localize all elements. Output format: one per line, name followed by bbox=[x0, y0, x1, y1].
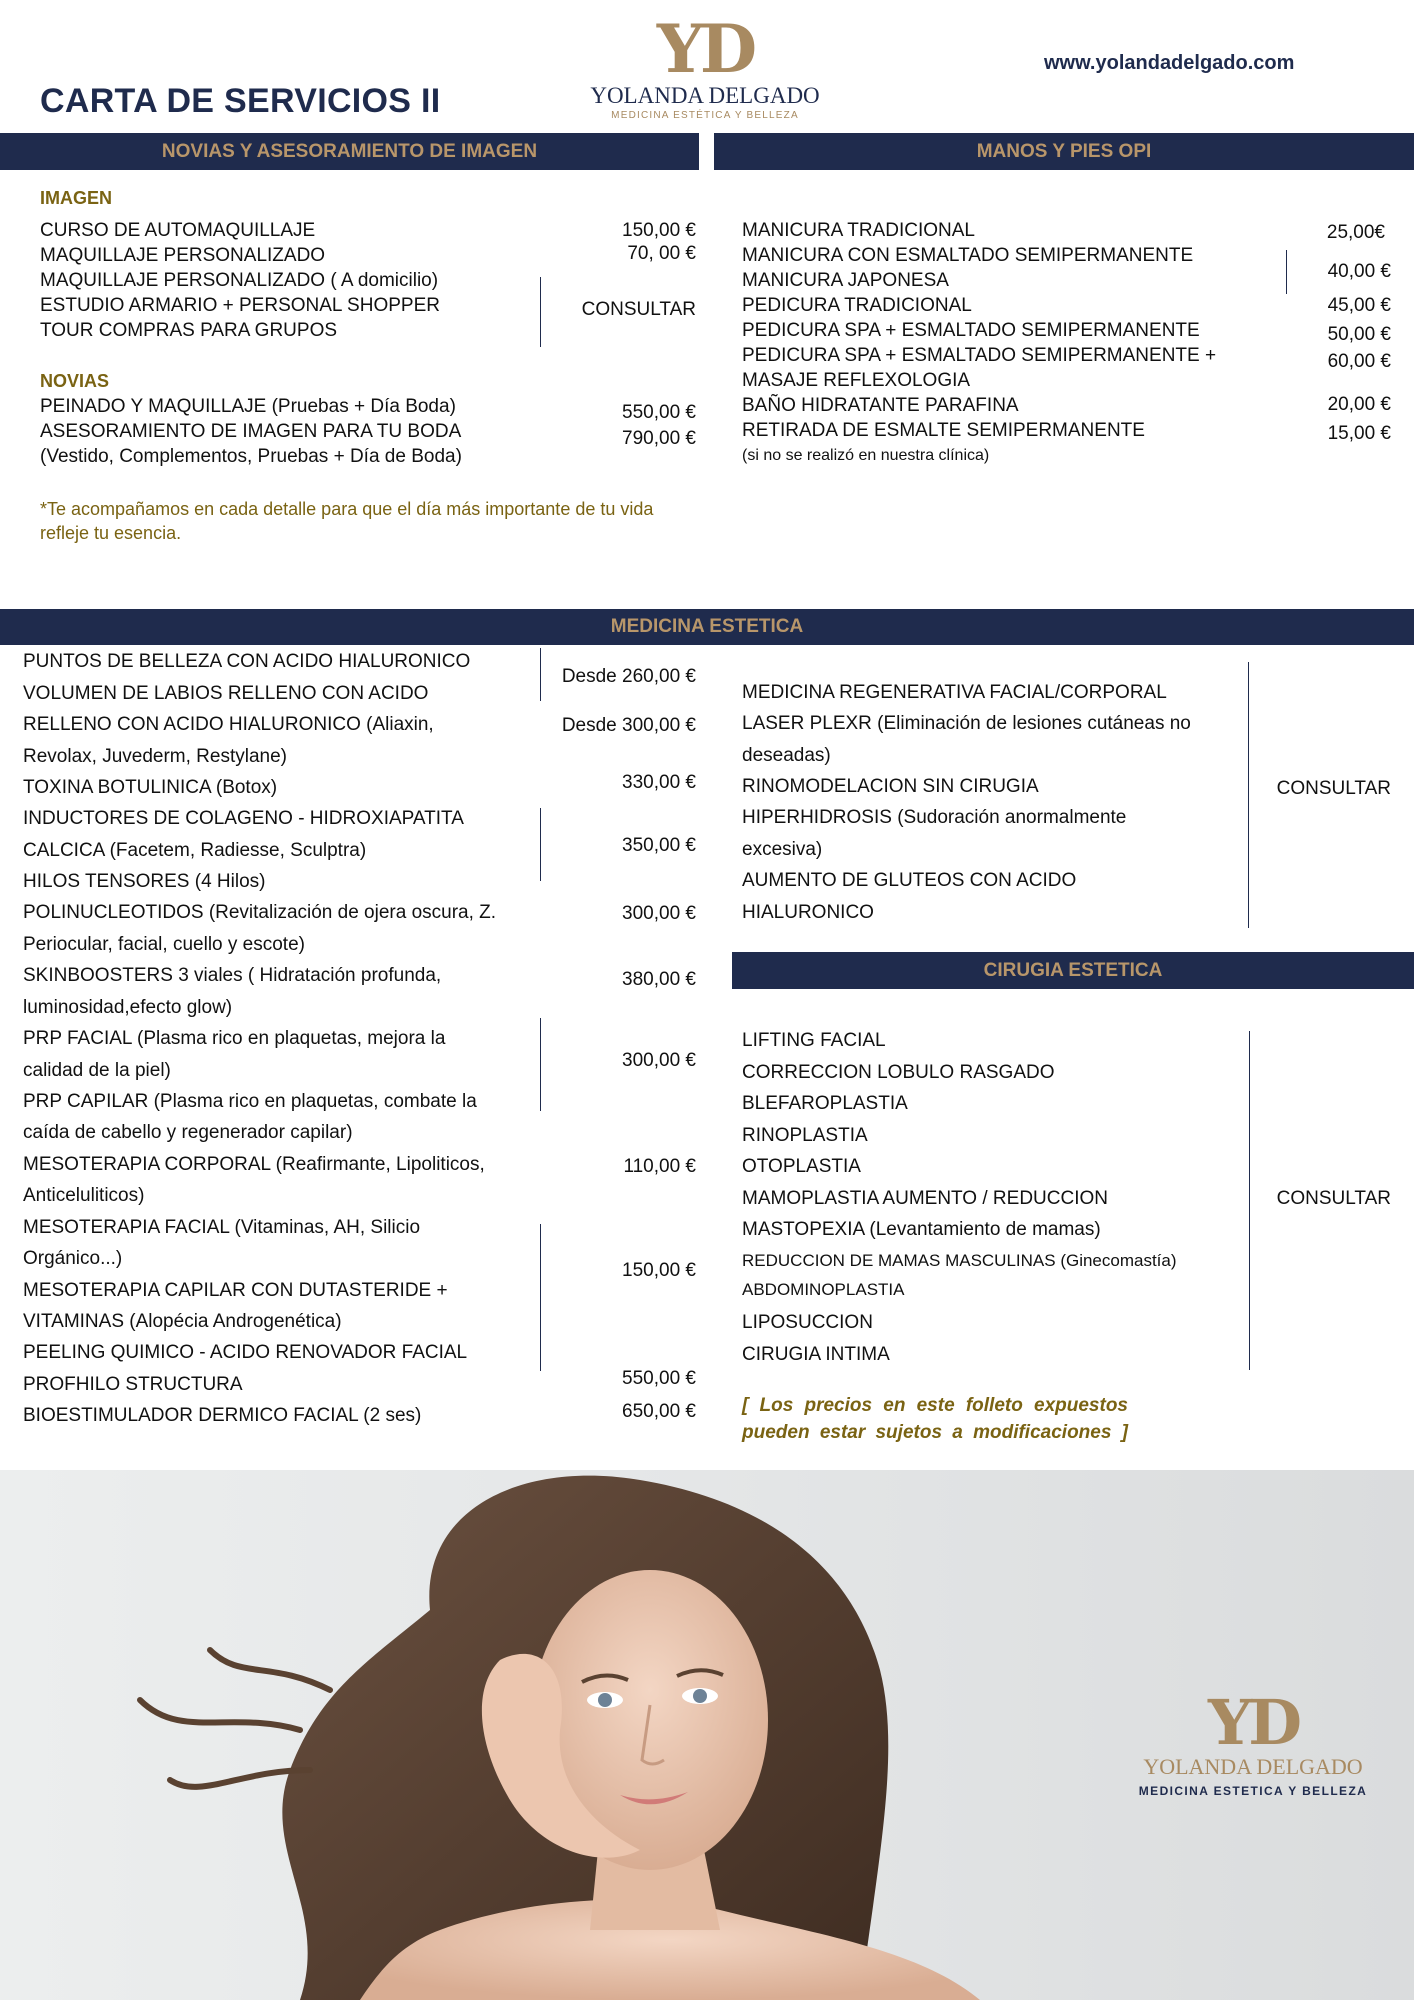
price: 550,00 € bbox=[622, 402, 696, 423]
service-item: luminosidad,efecto glow) bbox=[23, 997, 233, 1018]
price-disclaimer: [ Los precios en este folleto expuestos pueden estar sujetos a modificaciones ] bbox=[742, 1395, 1128, 1443]
novias-section-title: NOVIAS Y ASESORAMIENTO DE IMAGEN bbox=[161, 140, 538, 162]
cirugia-section-bar bbox=[732, 952, 1414, 989]
service-item: PROFHILO STRUCTURA bbox=[23, 1374, 243, 1395]
manos-section-bar bbox=[714, 133, 1414, 170]
footer-logo-monogram: YD bbox=[1207, 1686, 1299, 1759]
medicina-section-bar bbox=[0, 609, 1414, 645]
price: CONSULTAR bbox=[581, 299, 696, 320]
service-item: CIRUGIA INTIMA bbox=[742, 1344, 890, 1365]
price: CONSULTAR bbox=[1276, 1188, 1391, 1209]
price-group-divider bbox=[1248, 662, 1249, 928]
service-item: RINOPLASTIA bbox=[742, 1125, 868, 1146]
service-item: HIPERHIDROSIS (Sudoración anormalmente bbox=[742, 807, 1127, 828]
footer-logo-brand-name: YOLANDA DELGADO bbox=[1143, 1754, 1363, 1779]
service-item: TOUR COMPRAS PARA GRUPOS bbox=[40, 320, 338, 341]
novias-heading: NOVIAS bbox=[40, 371, 110, 391]
service-item: VITAMINAS (Alopécia Androgenética) bbox=[23, 1311, 342, 1332]
service-item: CORRECCION LOBULO RASGADO bbox=[742, 1062, 1055, 1083]
medicina-section-title: MEDICINA ESTETICA bbox=[610, 616, 804, 637]
footer-logo bbox=[1138, 1686, 1368, 1798]
service-item: Periocular, facial, cuello y escote) bbox=[23, 934, 305, 955]
price: 150,00 € bbox=[622, 1260, 696, 1281]
service-item: MANICURA JAPONESA bbox=[742, 270, 949, 291]
service-item: excesiva) bbox=[742, 839, 823, 860]
service-item: PRP FACIAL (Plasma rico en plaquetas, mejora la bbox=[23, 1028, 446, 1049]
price: 300,00 € bbox=[622, 903, 696, 924]
service-item: BIOESTIMULADOR DERMICO FACIAL (2 ses) bbox=[23, 1405, 422, 1426]
price-group-divider bbox=[540, 1224, 541, 1371]
service-item: MEDICINA REGENERATIVA FACIAL/CORPORAL bbox=[742, 682, 1167, 703]
service-item: caída de cabello y regenerador capilar) bbox=[23, 1122, 353, 1143]
header-logo bbox=[590, 10, 820, 121]
service-item: ABDOMINOPLASTIA bbox=[742, 1280, 905, 1299]
service-item: PEDICURA SPA + ESMALTADO SEMIPERMANENTE bbox=[742, 320, 1200, 341]
service-item: ASESORAMIENTO DE IMAGEN PARA TU BODA bbox=[40, 421, 462, 442]
service-item: MAQUILLAJE PERSONALIZADO ( A domicilio) bbox=[40, 270, 439, 291]
service-item: CURSO DE AUTOMAQUILLAJE bbox=[40, 220, 316, 241]
price-group-divider bbox=[540, 648, 541, 701]
footer-logo-tagline: MEDICINA ESTETICA Y BELLEZA bbox=[1138, 1784, 1368, 1798]
price: 350,00 € bbox=[622, 835, 696, 856]
page-title: CARTA DE SERVICIOS II bbox=[40, 82, 441, 120]
service-item: LIFTING FACIAL bbox=[742, 1030, 886, 1051]
price-group-divider bbox=[540, 1018, 541, 1111]
price: 60,00 € bbox=[1327, 351, 1391, 372]
service-item: MASTOPEXIA (Levantamiento de mamas) bbox=[742, 1219, 1101, 1240]
price: 50,00 € bbox=[1327, 324, 1391, 345]
service-item: INDUCTORES DE COLAGENO - HIDROXIAPATITA bbox=[23, 808, 464, 829]
service-item: POLINUCLEOTIDOS (Revitalización de ojera oscura, Z. bbox=[23, 902, 497, 923]
logo-monogram: YD bbox=[656, 10, 754, 88]
price: Desde 260,00 € bbox=[561, 666, 696, 687]
service-item: PEELING QUIMICO - ACIDO RENOVADOR FACIAL bbox=[23, 1342, 468, 1363]
service-item: PUNTOS DE BELLEZA CON ACIDO HIALURONICO bbox=[23, 651, 471, 672]
service-item: Revolax, Juvederm, Restylane) bbox=[23, 746, 287, 767]
logo-brand-name: YOLANDA DELGADO bbox=[590, 83, 820, 108]
service-item: MANICURA CON ESMALTADO SEMIPERMANENTE bbox=[742, 245, 1194, 266]
price-group-divider bbox=[1249, 1031, 1250, 1370]
hero-photo bbox=[0, 1470, 1414, 2000]
service-item: MESOTERAPIA CAPILAR CON DUTASTERIDE + bbox=[23, 1280, 448, 1301]
service-item: MESOTERAPIA FACIAL (Vitaminas, AH, Silicio bbox=[23, 1217, 421, 1238]
manos-section-title: MANOS Y PIES OPI bbox=[976, 140, 1152, 162]
service-item: LIPOSUCCION bbox=[742, 1312, 873, 1333]
service-item: RELLENO CON ACIDO HIALURONICO (Aliaxin, bbox=[23, 714, 434, 735]
price: 550,00 € bbox=[622, 1368, 696, 1389]
service-item: (Vestido, Complementos, Pruebas + Día de Boda) bbox=[40, 446, 462, 467]
price: 20,00 € bbox=[1327, 394, 1391, 415]
price: 45,00 € bbox=[1327, 295, 1391, 316]
service-item: HILOS TENSORES (4 Hilos) bbox=[23, 871, 266, 892]
service-item: Orgánico...) bbox=[23, 1248, 123, 1269]
price-group-divider bbox=[1286, 250, 1287, 294]
service-item: CALCICA (Facetem, Radiesse, Sculptra) bbox=[23, 840, 367, 861]
price: 110,00 € bbox=[623, 1156, 696, 1177]
service-item: ESTUDIO ARMARIO + PERSONAL SHOPPER bbox=[40, 295, 440, 316]
price: 25,00€ bbox=[1326, 222, 1385, 243]
price: Desde 300,00 € bbox=[561, 715, 696, 736]
service-item: TOXINA BOTULINICA (Botox) bbox=[23, 777, 278, 798]
price: 300,00 € bbox=[622, 1050, 696, 1071]
service-item: PRP CAPILAR (Plasma rico en plaquetas, combate la bbox=[23, 1091, 477, 1112]
service-item: PEDICURA SPA + ESMALTADO SEMIPERMANENTE + bbox=[742, 345, 1217, 366]
logo-tagline: MEDICINA ESTÉTICA Y BELLEZA bbox=[611, 110, 799, 121]
service-footnote: (si no se realizó en nuestra clínica) bbox=[742, 447, 990, 464]
service-item: MESOTERAPIA CORPORAL (Reafirmante, Lipoliticos, bbox=[23, 1154, 485, 1175]
imagen-heading: IMAGEN bbox=[40, 188, 112, 208]
service-item: Anticeluliticos) bbox=[23, 1185, 145, 1206]
price: CONSULTAR bbox=[1276, 778, 1391, 799]
price: 70, 00 € bbox=[627, 243, 696, 264]
service-item: RETIRADA DE ESMALTE SEMIPERMANENTE bbox=[742, 420, 1145, 441]
novias-note: *Te acompañamos en cada detalle para que el día más importante de tu vida refleje tu esencia. bbox=[40, 499, 654, 543]
service-item: calidad de la piel) bbox=[23, 1060, 171, 1081]
service-item: BLEFAROPLASTIA bbox=[742, 1093, 908, 1114]
price: 380,00 € bbox=[622, 969, 696, 990]
cirugia-section-title: CIRUGIA ESTETICA bbox=[983, 959, 1163, 981]
service-item: MANICURA TRADICIONAL bbox=[742, 220, 975, 241]
service-item: MAQUILLAJE PERSONALIZADO bbox=[40, 245, 326, 266]
service-item: PEINADO Y MAQUILLAJE (Pruebas + Día Boda) bbox=[40, 396, 456, 417]
service-item: HIALURONICO bbox=[742, 902, 874, 923]
price-group-divider bbox=[540, 277, 541, 347]
service-item: LASER PLEXR (Eliminación de lesiones cutáneas no bbox=[742, 713, 1191, 734]
service-item: AUMENTO DE GLUTEOS CON ACIDO bbox=[742, 870, 1077, 891]
website-link[interactable]: www.yolandadelgado.com bbox=[1044, 52, 1295, 74]
price: 40,00 € bbox=[1327, 261, 1391, 282]
service-item: RINOMODELACION SIN CIRUGIA bbox=[742, 776, 1039, 797]
price: 650,00 € bbox=[622, 1401, 696, 1422]
novias-section-bar bbox=[0, 133, 699, 170]
service-item: MASAJE REFLEXOLOGIA bbox=[742, 370, 971, 391]
service-item: OTOPLASTIA bbox=[742, 1156, 861, 1177]
service-item: deseadas) bbox=[742, 745, 831, 766]
price-group-divider bbox=[540, 808, 541, 881]
service-item: REDUCCION DE MAMAS MASCULINAS (Ginecomastía) bbox=[742, 1251, 1177, 1270]
price: 15,00 € bbox=[1327, 423, 1391, 444]
price: 150,00 € bbox=[622, 220, 696, 241]
service-item: VOLUMEN DE LABIOS RELLENO CON ACIDO bbox=[23, 683, 429, 704]
price: 330,00 € bbox=[622, 772, 696, 793]
service-item: BAÑO HIDRATANTE PARAFINA bbox=[742, 395, 1019, 416]
service-item: SKINBOOSTERS 3 viales ( Hidratación profunda, bbox=[23, 965, 442, 986]
service-item: MAMOPLASTIA AUMENTO / REDUCCION bbox=[742, 1188, 1108, 1209]
service-item: PEDICURA TRADICIONAL bbox=[742, 295, 972, 316]
price: 790,00 € bbox=[622, 428, 696, 449]
